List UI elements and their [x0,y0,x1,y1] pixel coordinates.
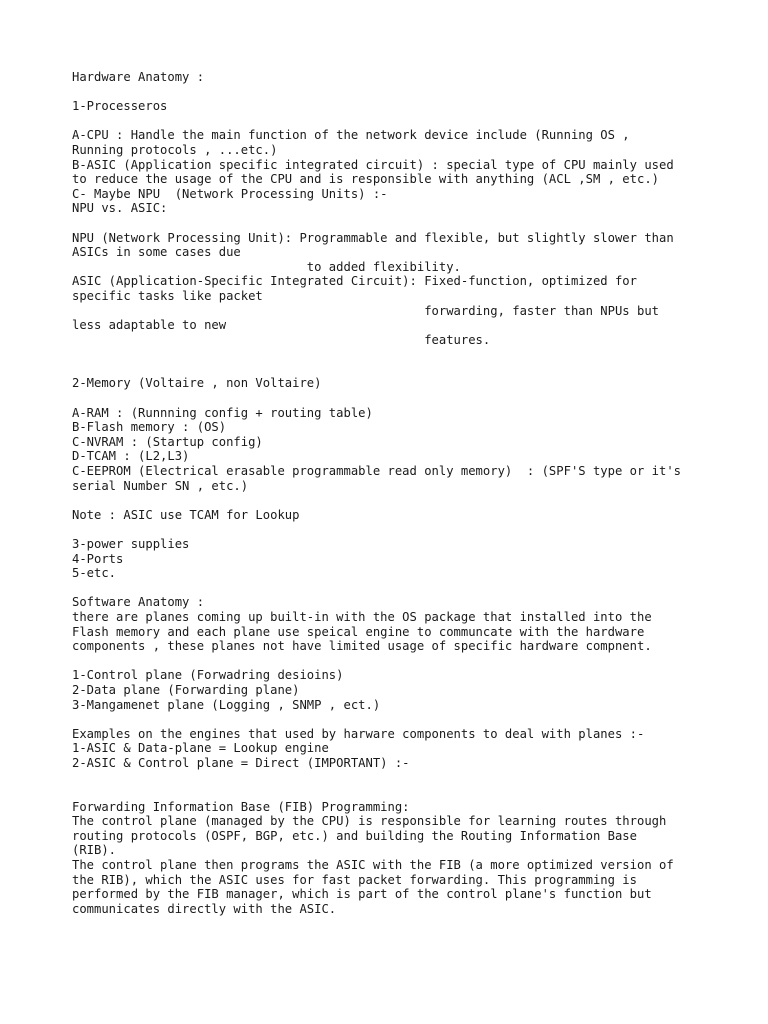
document-line [72,712,732,727]
document-line: serial Number SN , etc.) [72,478,249,493]
document-line: Hardware Anatomy : [72,70,205,84]
document-line: forwarding, faster than NPUs but [72,303,659,318]
document-line [72,581,732,596]
document-line: Note : ASIC use TCAM for Lookup [72,507,300,522]
document-line: ASICs in some cases due [72,245,241,260]
document-line: D-TCAM : (L2,L3) [72,449,190,464]
document-line: Forwarding Information Base (FIB) Programming: [72,799,410,814]
document-line [72,785,732,800]
document-line [72,493,732,508]
document-line: ASIC (Application-Specific Integrated Circuit): Fixed-function, optimized for [72,274,637,289]
document-line: B-Flash memory : (OS) [72,420,227,435]
document-line: C-NVRAM : (Startup config) [72,434,263,449]
document-line: Running protocols , ...etc.) [72,142,278,157]
document-line: 3-power supplies [72,537,190,551]
document-line: specific tasks like packet [72,288,263,303]
document-line: routing protocols (OSPF, BGP, etc.) and building the Routing Information Base [72,828,637,843]
document-line: features. [72,332,491,347]
document-line: components , these planes not have limited usage of specific hardware compnent. [72,639,652,654]
document-line: Software Anatomy : [72,595,205,610]
document-line: performed by the FIB manager, which is part of the control plane's function but [72,887,652,902]
document-line: 3-Mangamenet plane (Logging , SNMP , ect.) [72,697,381,712]
document-line: B-ASIC (Application specific integrated circuit) : special type of CPU mainly used [72,157,674,172]
document-line [72,347,732,362]
document-line: 1-ASIC & Data-plane = Lookup engine [72,741,329,756]
document-line: 1-Control plane (Forwadring desioins) [72,668,344,683]
document-line: the RIB), which the ASIC uses for fast packet forwarding. This programming is [72,872,637,887]
document-line [72,362,732,377]
document-line: to added flexibility. [72,259,461,274]
document-line [72,85,732,100]
document-line: The control plane (managed by the CPU) is responsible for learning routes through [72,814,667,829]
document-body [72,70,732,916]
document-line: NPU vs. ASIC: [72,201,168,216]
document-line: (RIB). [72,843,117,858]
document-line: C- Maybe NPU (Network Processing Units) :- [72,186,388,201]
document-line [72,654,732,669]
document-line [72,216,732,231]
document-line [72,771,732,786]
document-line: 5-etc. [72,566,117,581]
document-line: Examples on the engines that used by harware components to deal with planes :- [72,726,645,741]
document-line: A-CPU : Handle the main function of the network device include (Running OS , [72,128,630,143]
document-line: to reduce the usage of the CPU and is responsible with anything (ACL ,SM , etc.) [72,172,659,187]
document-line: 2-Memory (Voltaire , non Voltaire) [72,376,322,391]
document-line: 4-Ports [72,551,124,566]
document-line: 2-Data plane (Forwarding plane) [72,682,300,697]
document-line: A-RAM : (Runnning config + routing table) [72,405,373,420]
document-line: C-EEPROM (Electrical erasable programmable read only memory) : (SPF'S type or it's [72,464,682,479]
document-line: NPU (Network Processing Unit): Programmable and flexible, but slightly slower than [72,230,674,245]
document-line: there are planes coming up built-in with the OS package that installed into the [72,609,652,624]
document-line: 2-ASIC & Control plane = Direct (IMPORTANT) :- [72,755,410,770]
document-line [72,522,732,537]
document-line: The control plane then programs the ASIC with the FIB (a more optimized version of [72,858,674,873]
document-line: 1-Processeros [72,99,168,114]
document-line: Flash memory and each plane use speical engine to communcate with the hardware [72,624,645,639]
document-line: less adaptable to new [72,318,227,333]
document-line [72,391,732,406]
document-line [72,114,732,129]
document-line: communicates directly with the ASIC. [72,901,337,916]
